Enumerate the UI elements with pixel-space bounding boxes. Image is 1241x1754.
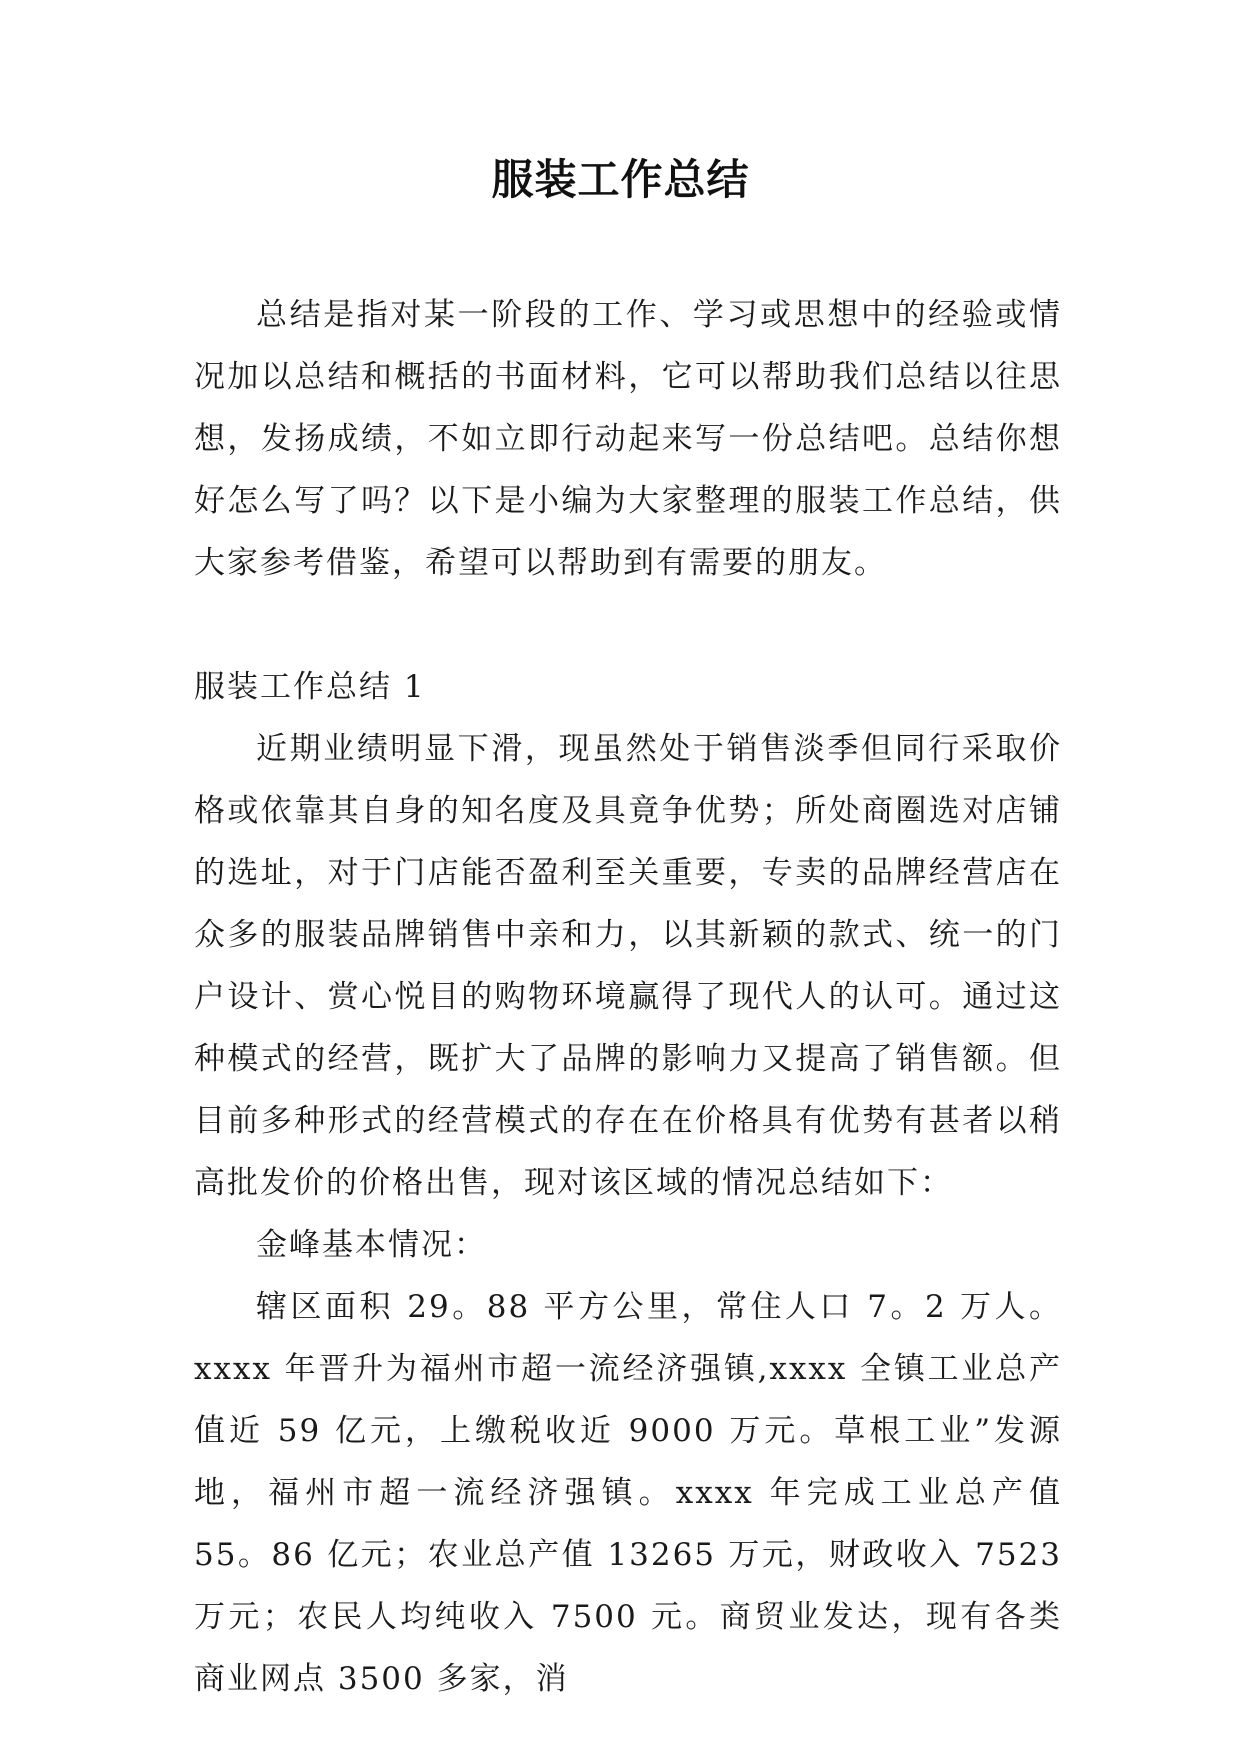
document-body <box>194 284 1062 1710</box>
intro-paragraph: 总结是指对某一阶段的工作、学习或思想中的经验或情况加以总结和概括的书面材料，它可以帮助我们总结以往思想，发扬成绩，不如立即行动起来写一份总结吧。总结你想好怎么写了吗？以下是小编为大家整理的服装工作总结，供大家参考借鉴，希望可以帮助到有需要的朋友。 <box>194 297 1062 581</box>
section-heading: 服装工作总结 1 <box>194 669 426 705</box>
subheading-paragraph: 金峰基本情况： <box>256 1227 487 1263</box>
document-title: 服装工作总结 <box>491 155 750 204</box>
body-paragraph: 近期业绩明显下滑，现虽然处于销售淡季但同行采取价格或依靠其自身的知名度及具竟争优势；所处商圈选对店铺的选址，对于门店能否盈利至关重要，专卖的品牌经营店在众多的服装品牌销售中亲和力，以其新颖的款式、统一的门户设计、赏心悦目的购物环境赢得了现代人的认可。通过这种模式的经营，既扩大了品牌的影响力又提高了销售额。但目前多种形式的经营模式的存在在价格具有优势有甚者以稍高批发价的价格出售，现对该区域的情况总结如下： <box>194 731 1062 1201</box>
body-paragraph: 辖区面积 29。88 平方公里，常住人口 7。2 万人。xxxx 年晋升为福州市超一流经济强镇,xxxx 全镇工业总产值近 59 亿元，上缴税收近 9000 万元。草根工业”发源地，福州市超一流经济强镇。xxxx 年完成工业总产值 55。86 亿元；农业总产值 13265 万元，财政收入 7523 万元；农民人均纯收入 7500 元。商贸业发达，现有各类商业网点 3500 多家，消 <box>194 1289 1062 1697</box>
